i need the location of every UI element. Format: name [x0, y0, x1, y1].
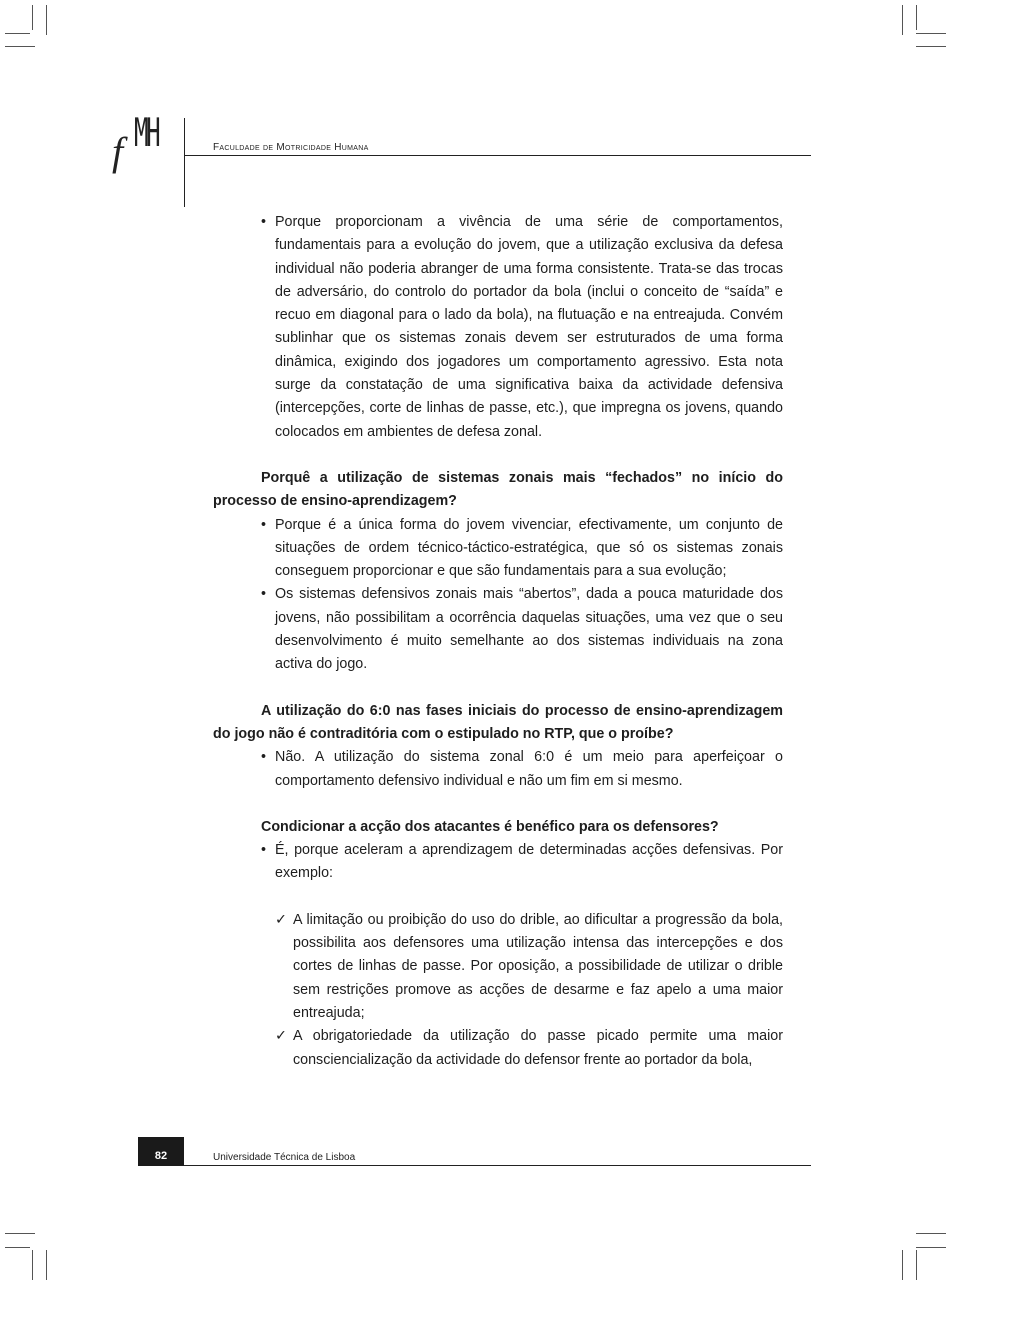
list-item [213, 746, 783, 793]
crop-mark [916, 1250, 917, 1280]
footer-rule [184, 1165, 811, 1166]
checklist-item [213, 1025, 783, 1072]
paragraph-text: A limitação ou proibição do uso do drible, ao dificultar a progressão da bola, possibilita aos defensores uma utilização intensa das intercepções e dos cortes de linhas de passe. Por oposição, a possibilidade de utilizar o drible sem restrições promove as acções de desarme e faz apelo a uma maior entreajuda; [293, 911, 783, 1021]
crop-mark [32, 5, 33, 30]
bullet-marker: • [261, 516, 267, 533]
crop-mark [5, 1233, 35, 1234]
crop-mark [5, 33, 30, 34]
header-rule [184, 155, 811, 156]
checklist-item [213, 909, 783, 1025]
crop-mark [46, 1250, 47, 1280]
header-divider [184, 118, 185, 207]
paragraph-text: Porque proporcionam a vivência de uma série de comportamentos, fundamentais para a evolução do jovem, que a utilização exclusiva da defesa individual não poderia abranger de uma forma consistente. Trata-se das trocas de adversário, do controlo do portador da bola (inclui o conceito de “saída” e recuo em diagonal para o lado da bola), na flutuação e na entreajuda. Convém sublinhar que os sistemas zonais devem ser estruturados de uma forma dinâmica, exigindo dos jogadores um comportamento agressivo. Esta nota surge da constatação de uma significativa baixa da actividade defensiva (intercepções, corte de linhas de passe, etc.), que impregna os jovens, quando colocados em ambientes de defesa zonal. [275, 214, 783, 440]
crop-mark [32, 1250, 33, 1280]
crop-mark [5, 1247, 30, 1248]
question-heading: A utilização do 6:0 nas fases iniciais do processo de ensino-aprendizagem do jogo não é contraditória com o estipulado no RTP, que o proíbe? [213, 702, 783, 742]
paragraph-text: Não. A utilização do sistema zonal 6:0 é um meio para aperfeiçoar o comportamento defensivo individual e não um fim em si mesmo. [275, 749, 783, 789]
crop-mark [902, 1250, 903, 1280]
list-item [213, 514, 783, 584]
crop-mark [5, 46, 35, 47]
running-title: Faculdade de Motricidade Humana [213, 142, 369, 153]
crop-mark [916, 46, 946, 47]
list-item [213, 839, 783, 886]
bullet-marker: • [261, 586, 267, 603]
spacer [213, 886, 783, 909]
paragraph-text: Porque é a única forma do jovem vivenciar, efectivamente, um conjunto de situações de ordem técnico-táctico-estratégica, que só os sistemas zonais conseguem proporcionar e que são fundamentais para a sua evolução; [275, 516, 783, 580]
crop-mark [916, 5, 917, 30]
check-icon: ✓ [275, 1028, 287, 1045]
bullet-marker: • [261, 749, 267, 766]
question-heading: Porquê a utilização de sistemas zonais mais “fechados” no início do processo de ensino-aprendizagem? [213, 469, 783, 510]
paragraph-text: Os sistemas defensivos zonais mais “abertos”, dada a pouca maturidade dos jovens, não possibilitam a ocorrência daquelas situações, uma vez que o seu desenvolvimento é muito semelhante ao dos sistemas individuais na zona activa do jogo. [275, 586, 783, 673]
footer-institution: Universidade Técnica de Lisboa [213, 1152, 356, 1163]
crop-mark [916, 33, 946, 34]
bullet-marker: • [261, 842, 267, 859]
list-item [213, 211, 783, 444]
question-heading: Condicionar a acção dos atacantes é benéfico para os defensores? [261, 818, 719, 835]
crop-mark [916, 1247, 946, 1248]
list-item [213, 583, 783, 676]
logo-mh: MH [134, 111, 159, 156]
bullet-marker: • [261, 214, 267, 230]
check-icon: ✓ [275, 911, 287, 928]
crop-mark [902, 5, 903, 35]
paragraph-text: A obrigatoriedade da utilização do passe picado permite uma maior consciencialização da actividade do defensor frente ao portador da bola, [293, 1028, 783, 1068]
main-content [213, 211, 783, 1072]
logo-f: f [112, 129, 124, 174]
paragraph-text: É, porque aceleram a aprendizagem de determinadas acções defensivas. Por exemplo: [275, 842, 783, 882]
page-number: 82 [138, 1137, 184, 1166]
crop-mark [46, 5, 47, 35]
crop-mark [916, 1233, 946, 1234]
